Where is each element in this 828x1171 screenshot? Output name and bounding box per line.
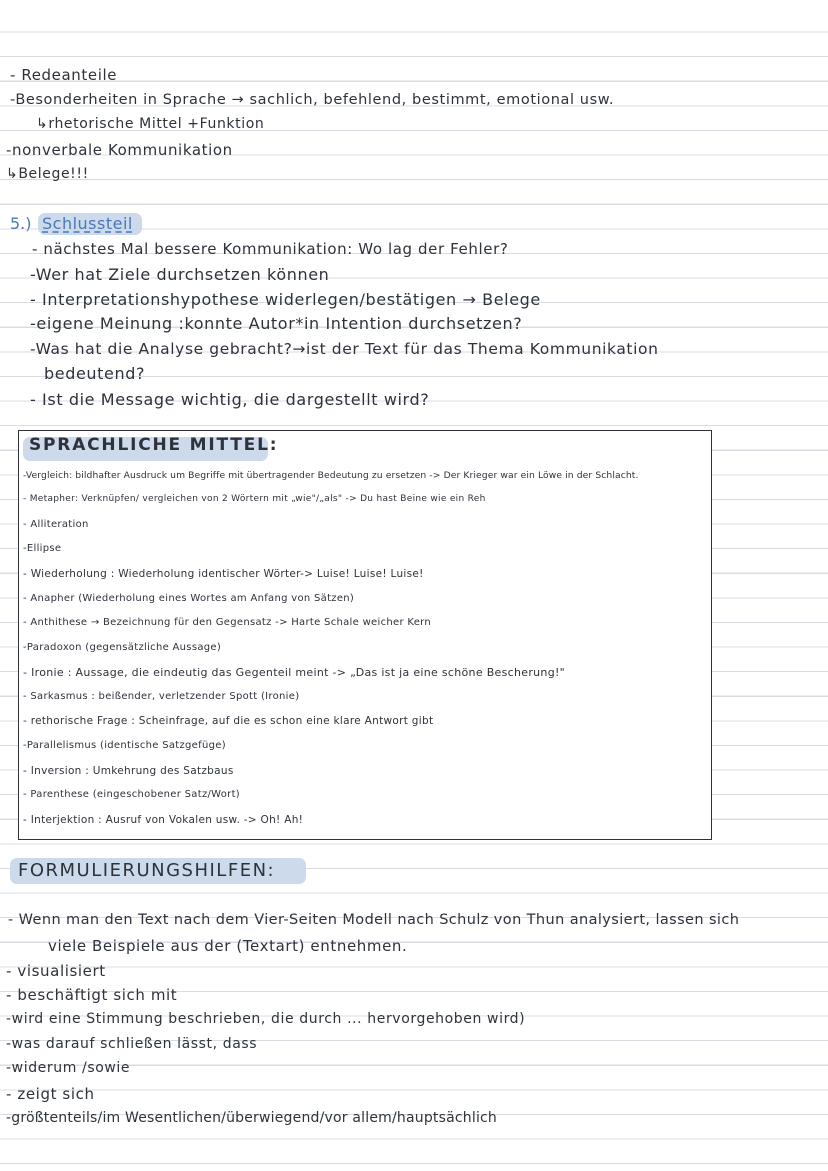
list-item: -Ellipse bbox=[23, 543, 62, 554]
note-line: viele Beispiele aus der (Textart) entnehmen. bbox=[48, 937, 408, 955]
list-item: - Sarkasmus : beißender, verletzender Spott (Ironie) bbox=[23, 691, 300, 702]
list-item: - Parenthese (eingeschobener Satz/Wort) bbox=[23, 789, 241, 800]
note-line: - Interpretationshypothese widerlegen/bestätigen → Belege bbox=[30, 290, 541, 309]
list-item: - Anthithese → Bezeichnung für den Gegensatz -> Harte Schale weicher Kern bbox=[23, 617, 432, 628]
list-item: - Inversion : Umkehrung des Satzbaus bbox=[23, 765, 234, 777]
note-line: -Was hat die Analyse gebracht?→ist der Text für das Thema Kommunikation bbox=[30, 340, 659, 358]
note-line: - beschäftigt sich mit bbox=[6, 986, 178, 1004]
note-line: -was darauf schließen lässt, dass bbox=[6, 1036, 258, 1052]
section-number: 5.) bbox=[10, 214, 32, 233]
section-heading: FORMULIERUNGSHILFEN: bbox=[18, 860, 276, 881]
note-line: -größtenteils/im Wesentlichen/überwiegend/vor allem/hauptsächlich bbox=[6, 1110, 498, 1126]
note-line: -eigene Meinung :konnte Autor*in Intention durchsetzen? bbox=[30, 314, 523, 333]
note-line: -widerum /sowie bbox=[6, 1060, 131, 1076]
list-item: - rethorische Frage : Scheinfrage, auf die es schon eine klare Antwort gibt bbox=[23, 715, 434, 727]
note-line: - Redeanteile bbox=[10, 66, 118, 84]
note-line: - visualisiert bbox=[6, 962, 106, 980]
list-item: - Anapher (Wiederholung eines Wortes am Anfang von Sätzen) bbox=[23, 593, 355, 604]
list-item: - Ironie : Aussage, die eindeutig das Gegenteil meint -> „Das ist ja eine schöne Bescherung!" bbox=[23, 666, 566, 679]
list-item: -Paradoxon (gegensätzliche Aussage) bbox=[23, 642, 222, 653]
note-line: - nächstes Mal bessere Kommunikation: Wo lag der Fehler? bbox=[32, 240, 509, 258]
note-line: - Wenn man den Text nach dem Vier-Seiten Modell nach Schulz von Thun analysiert, lassen sich bbox=[8, 912, 740, 928]
list-item: - Interjektion : Ausruf von Vokalen usw. -> Oh! Ah! bbox=[23, 814, 304, 826]
note-line: -Wer hat Ziele durchsetzen können bbox=[30, 265, 330, 284]
list-item: -Parallelismus (identische Satzgefüge) bbox=[23, 740, 226, 751]
note-line: - zeigt sich bbox=[6, 1085, 95, 1103]
box-title: SPRACHLICHE MITTEL: bbox=[29, 435, 279, 455]
section-title: Schlussteil bbox=[42, 214, 133, 233]
note-line: - Ist die Message wichtig, die dargestellt wird? bbox=[30, 390, 430, 409]
list-item: - Metapher: Verknüpfen/ vergleichen von 2 Wörtern mit „wie"/„als" -> Du hast Beine wie ein Reh bbox=[23, 494, 486, 504]
note-line: bedeutend? bbox=[44, 364, 146, 383]
note-line: -Besonderheiten in Sprache → sachlich, befehlend, bestimmt, emotional usw. bbox=[10, 92, 615, 108]
list-item: -Vergleich: bildhafter Ausdruck um Begriffe mit übertragender Bedeutung zu ersetzen -> Der Krieger war ein Löwe in der Schlacht. bbox=[23, 470, 639, 481]
note-line: -nonverbale Kommunikation bbox=[6, 141, 233, 159]
list-item: - Alliteration bbox=[23, 519, 89, 530]
list-item: - Wiederholung : Wiederholung identischer Wörter-> Luise! Luise! Luise! bbox=[23, 568, 424, 580]
note-line: -wird eine Stimmung beschrieben, die durch ... hervorgehoben wird) bbox=[6, 1011, 526, 1027]
sprachliche-mittel-box bbox=[18, 430, 712, 840]
note-line: ↳rhetorische Mittel +Funktion bbox=[36, 116, 265, 132]
note-line: ↳Belege!!! bbox=[6, 166, 89, 182]
